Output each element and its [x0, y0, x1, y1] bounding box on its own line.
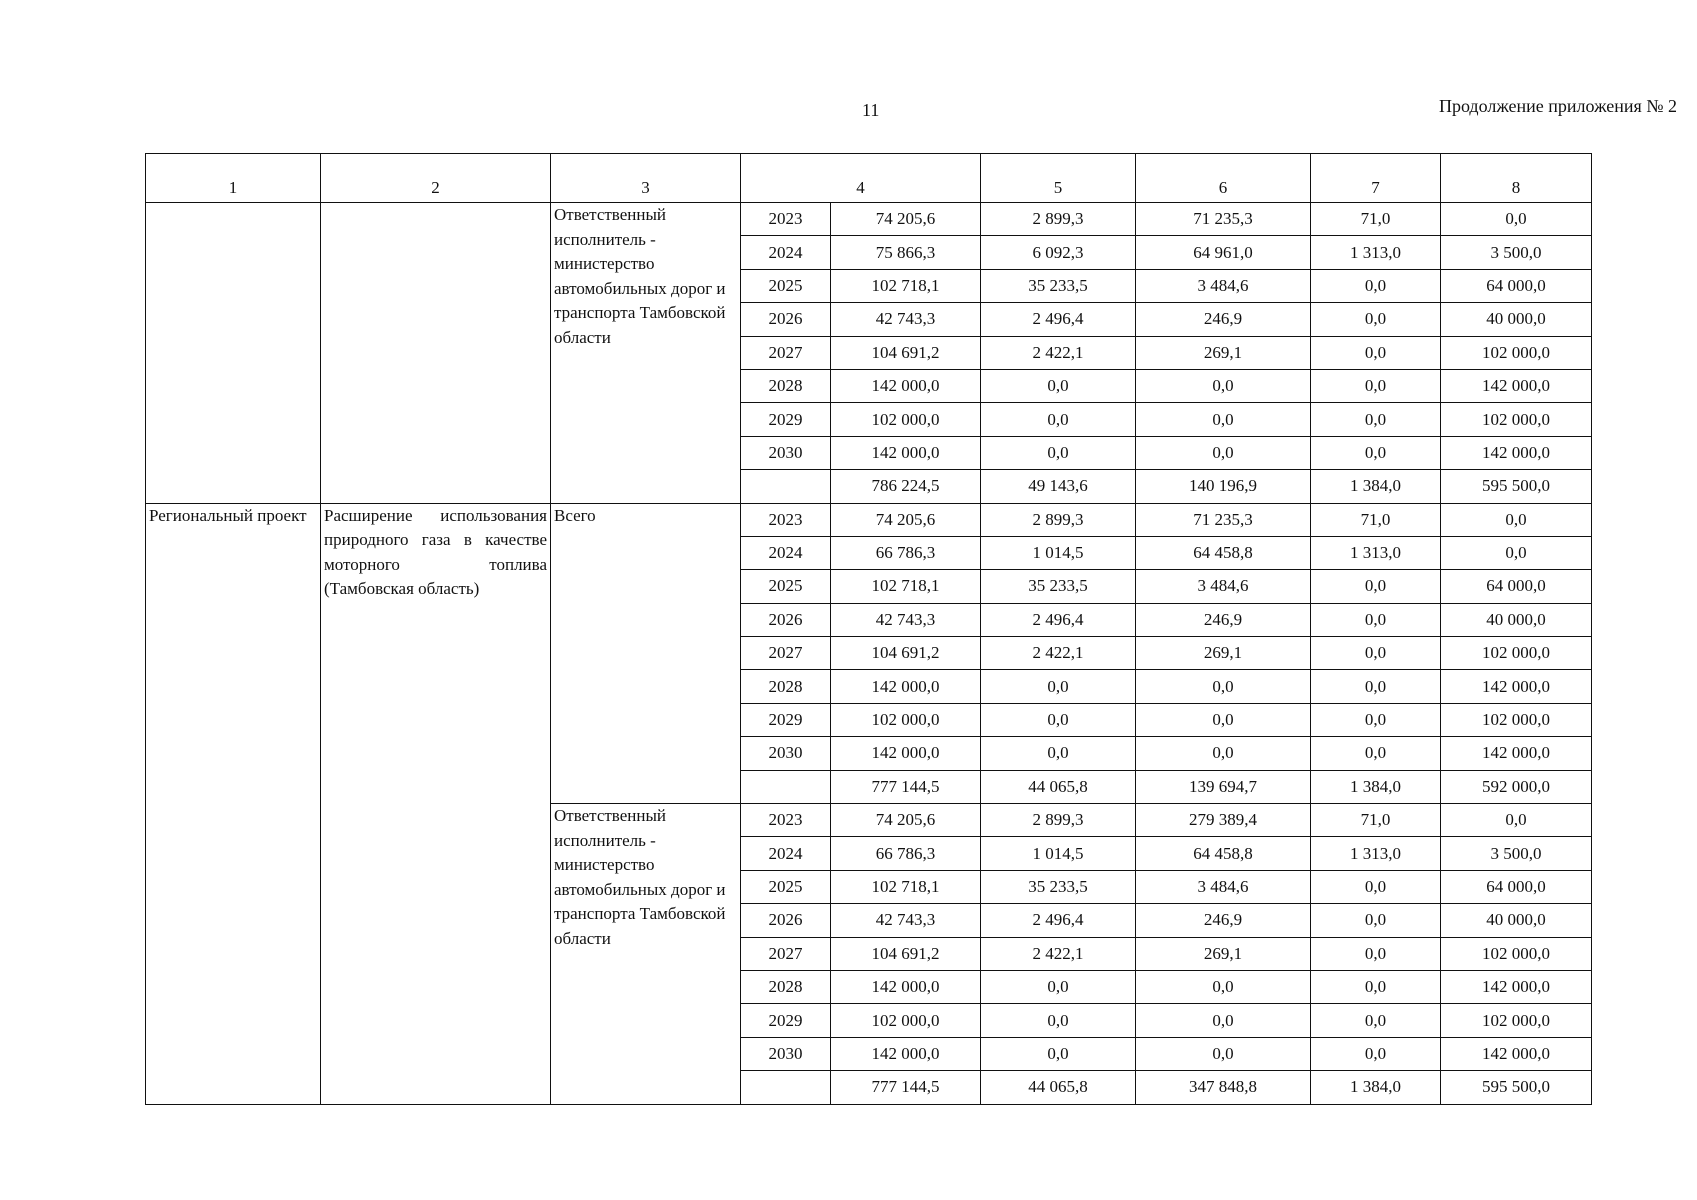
- amount-cell: 0,0: [1136, 436, 1311, 469]
- amount-cell: 6 092,3: [981, 236, 1136, 269]
- amount-cell: 142 000,0: [1441, 970, 1592, 1003]
- amount-cell: 0,0: [1311, 1037, 1441, 1070]
- amount-cell: 0,0: [1311, 336, 1441, 369]
- executor-cell: Ответственный исполнитель - министерство автомобильных дорог и транспорта Тамбовской области: [551, 203, 741, 504]
- amount-cell: 1 014,5: [981, 536, 1136, 569]
- amount-cell: 0,0: [1311, 937, 1441, 970]
- amount-cell: 102 000,0: [831, 403, 981, 436]
- year-cell: [741, 1071, 831, 1104]
- year-cell: 2024: [741, 536, 831, 569]
- amount-cell: 0,0: [981, 1004, 1136, 1037]
- amount-cell: 0,0: [1441, 503, 1592, 536]
- amount-cell: 786 224,5: [831, 470, 981, 503]
- year-cell: 2023: [741, 503, 831, 536]
- amount-cell: 142 000,0: [1441, 737, 1592, 770]
- amount-cell: 102 000,0: [1441, 637, 1592, 670]
- amount-cell: 75 866,3: [831, 236, 981, 269]
- page-number: 11: [862, 100, 880, 120]
- year-cell: 2024: [741, 837, 831, 870]
- year-cell: 2029: [741, 1004, 831, 1037]
- amount-cell: 2 422,1: [981, 637, 1136, 670]
- amount-cell: 142 000,0: [831, 670, 981, 703]
- amount-cell: 0,0: [981, 737, 1136, 770]
- year-cell: 2025: [741, 870, 831, 903]
- year-cell: 2030: [741, 436, 831, 469]
- amount-cell: 0,0: [981, 1037, 1136, 1070]
- amount-cell: 777 144,5: [831, 1071, 981, 1104]
- amount-cell: 1 014,5: [981, 837, 1136, 870]
- amount-cell: 42 743,3: [831, 303, 981, 336]
- amount-cell: 269,1: [1136, 937, 1311, 970]
- amount-cell: 71 235,3: [1136, 203, 1311, 236]
- year-cell: 2026: [741, 904, 831, 937]
- amount-cell: 0,0: [1311, 670, 1441, 703]
- amount-cell: 102 000,0: [1441, 937, 1592, 970]
- amount-cell: 44 065,8: [981, 1071, 1136, 1104]
- amount-cell: 74 205,6: [831, 804, 981, 837]
- amount-cell: 142 000,0: [831, 1037, 981, 1070]
- amount-cell: 595 500,0: [1441, 470, 1592, 503]
- year-cell: 2027: [741, 937, 831, 970]
- amount-cell: 2 496,4: [981, 303, 1136, 336]
- amount-cell: 139 694,7: [1136, 770, 1311, 803]
- amount-cell: 2 899,3: [981, 203, 1136, 236]
- amount-cell: 64 000,0: [1441, 570, 1592, 603]
- amount-cell: 0,0: [1136, 670, 1311, 703]
- amount-cell: 104 691,2: [831, 937, 981, 970]
- year-cell: 2027: [741, 637, 831, 670]
- amount-cell: 142 000,0: [831, 369, 981, 402]
- year-cell: 2023: [741, 203, 831, 236]
- amount-cell: 71,0: [1311, 804, 1441, 837]
- amount-cell: 71,0: [1311, 203, 1441, 236]
- amount-cell: 246,9: [1136, 303, 1311, 336]
- amount-cell: 102 718,1: [831, 269, 981, 302]
- funding-table: [145, 153, 1592, 1105]
- amount-cell: 102 000,0: [831, 703, 981, 736]
- amount-cell: 2 496,4: [981, 904, 1136, 937]
- amount-cell: 0,0: [981, 970, 1136, 1003]
- amount-cell: 142 000,0: [831, 436, 981, 469]
- amount-cell: 102 000,0: [831, 1004, 981, 1037]
- year-cell: 2029: [741, 403, 831, 436]
- amount-cell: 0,0: [1136, 1037, 1311, 1070]
- amount-cell: 1 384,0: [1311, 1071, 1441, 1104]
- amount-cell: 64 458,8: [1136, 536, 1311, 569]
- year-cell: 2028: [741, 670, 831, 703]
- year-cell: 2026: [741, 603, 831, 636]
- amount-cell: 0,0: [1311, 603, 1441, 636]
- amount-cell: 142 000,0: [1441, 436, 1592, 469]
- amount-cell: 74 205,6: [831, 503, 981, 536]
- table-row: [146, 503, 1592, 536]
- amount-cell: 35 233,5: [981, 570, 1136, 603]
- amount-cell: 246,9: [1136, 904, 1311, 937]
- table-row: [146, 203, 1592, 236]
- amount-cell: 0,0: [1136, 703, 1311, 736]
- amount-cell: 102 000,0: [1441, 403, 1592, 436]
- amount-cell: 142 000,0: [1441, 369, 1592, 402]
- amount-cell: 1 384,0: [1311, 770, 1441, 803]
- amount-cell: 0,0: [1311, 904, 1441, 937]
- appendix-continuation-label: Продолжение приложения № 2: [1438, 96, 1677, 116]
- amount-cell: 102 000,0: [1441, 1004, 1592, 1037]
- amount-cell: 0,0: [981, 403, 1136, 436]
- column-header: 7: [1311, 154, 1441, 203]
- year-cell: 2026: [741, 303, 831, 336]
- amount-cell: 1 384,0: [1311, 470, 1441, 503]
- amount-cell: 0,0: [1136, 970, 1311, 1003]
- year-cell: [741, 470, 831, 503]
- amount-cell: 140 196,9: [1136, 470, 1311, 503]
- amount-cell: 0,0: [981, 670, 1136, 703]
- amount-cell: 2 899,3: [981, 804, 1136, 837]
- amount-cell: 44 065,8: [981, 770, 1136, 803]
- amount-cell: 49 143,6: [981, 470, 1136, 503]
- amount-cell: 0,0: [981, 703, 1136, 736]
- amount-cell: 0,0: [1311, 303, 1441, 336]
- amount-cell: 0,0: [1311, 637, 1441, 670]
- amount-cell: 142 000,0: [1441, 1037, 1592, 1070]
- year-cell: [741, 770, 831, 803]
- amount-cell: 2 496,4: [981, 603, 1136, 636]
- measure-name-cell: Расширение использования природного газа в качестве моторного топлива (Тамбовская область): [321, 503, 551, 1104]
- executor-cell: Ответственный исполнитель - министерство автомобильных дорог и транспорта Тамбовской области: [551, 804, 741, 1105]
- amount-cell: 42 743,3: [831, 904, 981, 937]
- year-cell: 2030: [741, 1037, 831, 1070]
- measure-type-cell: Региональный проект: [146, 503, 321, 1104]
- amount-cell: 1 313,0: [1311, 236, 1441, 269]
- amount-cell: 347 848,8: [1136, 1071, 1311, 1104]
- amount-cell: 246,9: [1136, 603, 1311, 636]
- amount-cell: 104 691,2: [831, 637, 981, 670]
- amount-cell: 66 786,3: [831, 837, 981, 870]
- amount-cell: 0,0: [1311, 369, 1441, 402]
- column-header: 5: [981, 154, 1136, 203]
- column-header: 6: [1136, 154, 1311, 203]
- amount-cell: 74 205,6: [831, 203, 981, 236]
- measure-type-cell: [146, 203, 321, 504]
- amount-cell: 64 000,0: [1441, 269, 1592, 302]
- amount-cell: 279 389,4: [1136, 804, 1311, 837]
- year-cell: 2028: [741, 369, 831, 402]
- column-header: 4: [741, 154, 981, 203]
- year-cell: 2025: [741, 269, 831, 302]
- amount-cell: 35 233,5: [981, 870, 1136, 903]
- amount-cell: 71 235,3: [1136, 503, 1311, 536]
- amount-cell: 42 743,3: [831, 603, 981, 636]
- amount-cell: 64 458,8: [1136, 837, 1311, 870]
- year-cell: 2025: [741, 570, 831, 603]
- amount-cell: 35 233,5: [981, 269, 1136, 302]
- amount-cell: 3 484,6: [1136, 870, 1311, 903]
- amount-cell: 0,0: [1136, 1004, 1311, 1037]
- amount-cell: 0,0: [1441, 203, 1592, 236]
- amount-cell: 0,0: [1311, 703, 1441, 736]
- year-cell: 2023: [741, 804, 831, 837]
- year-cell: 2028: [741, 970, 831, 1003]
- amount-cell: 104 691,2: [831, 336, 981, 369]
- amount-cell: 102 000,0: [1441, 336, 1592, 369]
- year-cell: 2027: [741, 336, 831, 369]
- amount-cell: 102 718,1: [831, 870, 981, 903]
- amount-cell: 64 961,0: [1136, 236, 1311, 269]
- amount-cell: 1 313,0: [1311, 837, 1441, 870]
- amount-cell: 40 000,0: [1441, 603, 1592, 636]
- amount-cell: 0,0: [1311, 1004, 1441, 1037]
- measure-name-cell: [321, 203, 551, 504]
- table-body: [146, 203, 1592, 1105]
- year-cell: 2030: [741, 737, 831, 770]
- amount-cell: 2 899,3: [981, 503, 1136, 536]
- amount-cell: 0,0: [1311, 436, 1441, 469]
- amount-cell: 0,0: [981, 436, 1136, 469]
- column-header: 2: [321, 154, 551, 203]
- amount-cell: 142 000,0: [1441, 670, 1592, 703]
- amount-cell: 1 313,0: [1311, 536, 1441, 569]
- amount-cell: 40 000,0: [1441, 303, 1592, 336]
- amount-cell: 0,0: [1136, 403, 1311, 436]
- amount-cell: 3 484,6: [1136, 570, 1311, 603]
- amount-cell: 0,0: [1311, 737, 1441, 770]
- column-number-row: [146, 154, 1592, 203]
- amount-cell: 269,1: [1136, 336, 1311, 369]
- amount-cell: 269,1: [1136, 637, 1311, 670]
- amount-cell: 777 144,5: [831, 770, 981, 803]
- amount-cell: 0,0: [1136, 369, 1311, 402]
- amount-cell: 0,0: [1441, 536, 1592, 569]
- amount-cell: 595 500,0: [1441, 1071, 1592, 1104]
- amount-cell: 0,0: [1311, 870, 1441, 903]
- amount-cell: 3 500,0: [1441, 236, 1592, 269]
- amount-cell: 64 000,0: [1441, 870, 1592, 903]
- amount-cell: 102 718,1: [831, 570, 981, 603]
- amount-cell: 0,0: [1136, 737, 1311, 770]
- amount-cell: 142 000,0: [831, 737, 981, 770]
- amount-cell: 0,0: [1311, 403, 1441, 436]
- year-cell: 2024: [741, 236, 831, 269]
- year-cell: 2029: [741, 703, 831, 736]
- amount-cell: 142 000,0: [831, 970, 981, 1003]
- column-header: 1: [146, 154, 321, 203]
- amount-cell: 40 000,0: [1441, 904, 1592, 937]
- amount-cell: 0,0: [1311, 970, 1441, 1003]
- amount-cell: 3 500,0: [1441, 837, 1592, 870]
- amount-cell: 2 422,1: [981, 937, 1136, 970]
- amount-cell: 0,0: [1311, 570, 1441, 603]
- amount-cell: 0,0: [1311, 269, 1441, 302]
- amount-cell: 0,0: [1441, 804, 1592, 837]
- amount-cell: 3 484,6: [1136, 269, 1311, 302]
- amount-cell: 0,0: [981, 369, 1136, 402]
- amount-cell: 71,0: [1311, 503, 1441, 536]
- amount-cell: 102 000,0: [1441, 703, 1592, 736]
- column-header: 3: [551, 154, 741, 203]
- column-header: 8: [1441, 154, 1592, 203]
- executor-cell: Всего: [551, 503, 741, 804]
- amount-cell: 66 786,3: [831, 536, 981, 569]
- amount-cell: 592 000,0: [1441, 770, 1592, 803]
- amount-cell: 2 422,1: [981, 336, 1136, 369]
